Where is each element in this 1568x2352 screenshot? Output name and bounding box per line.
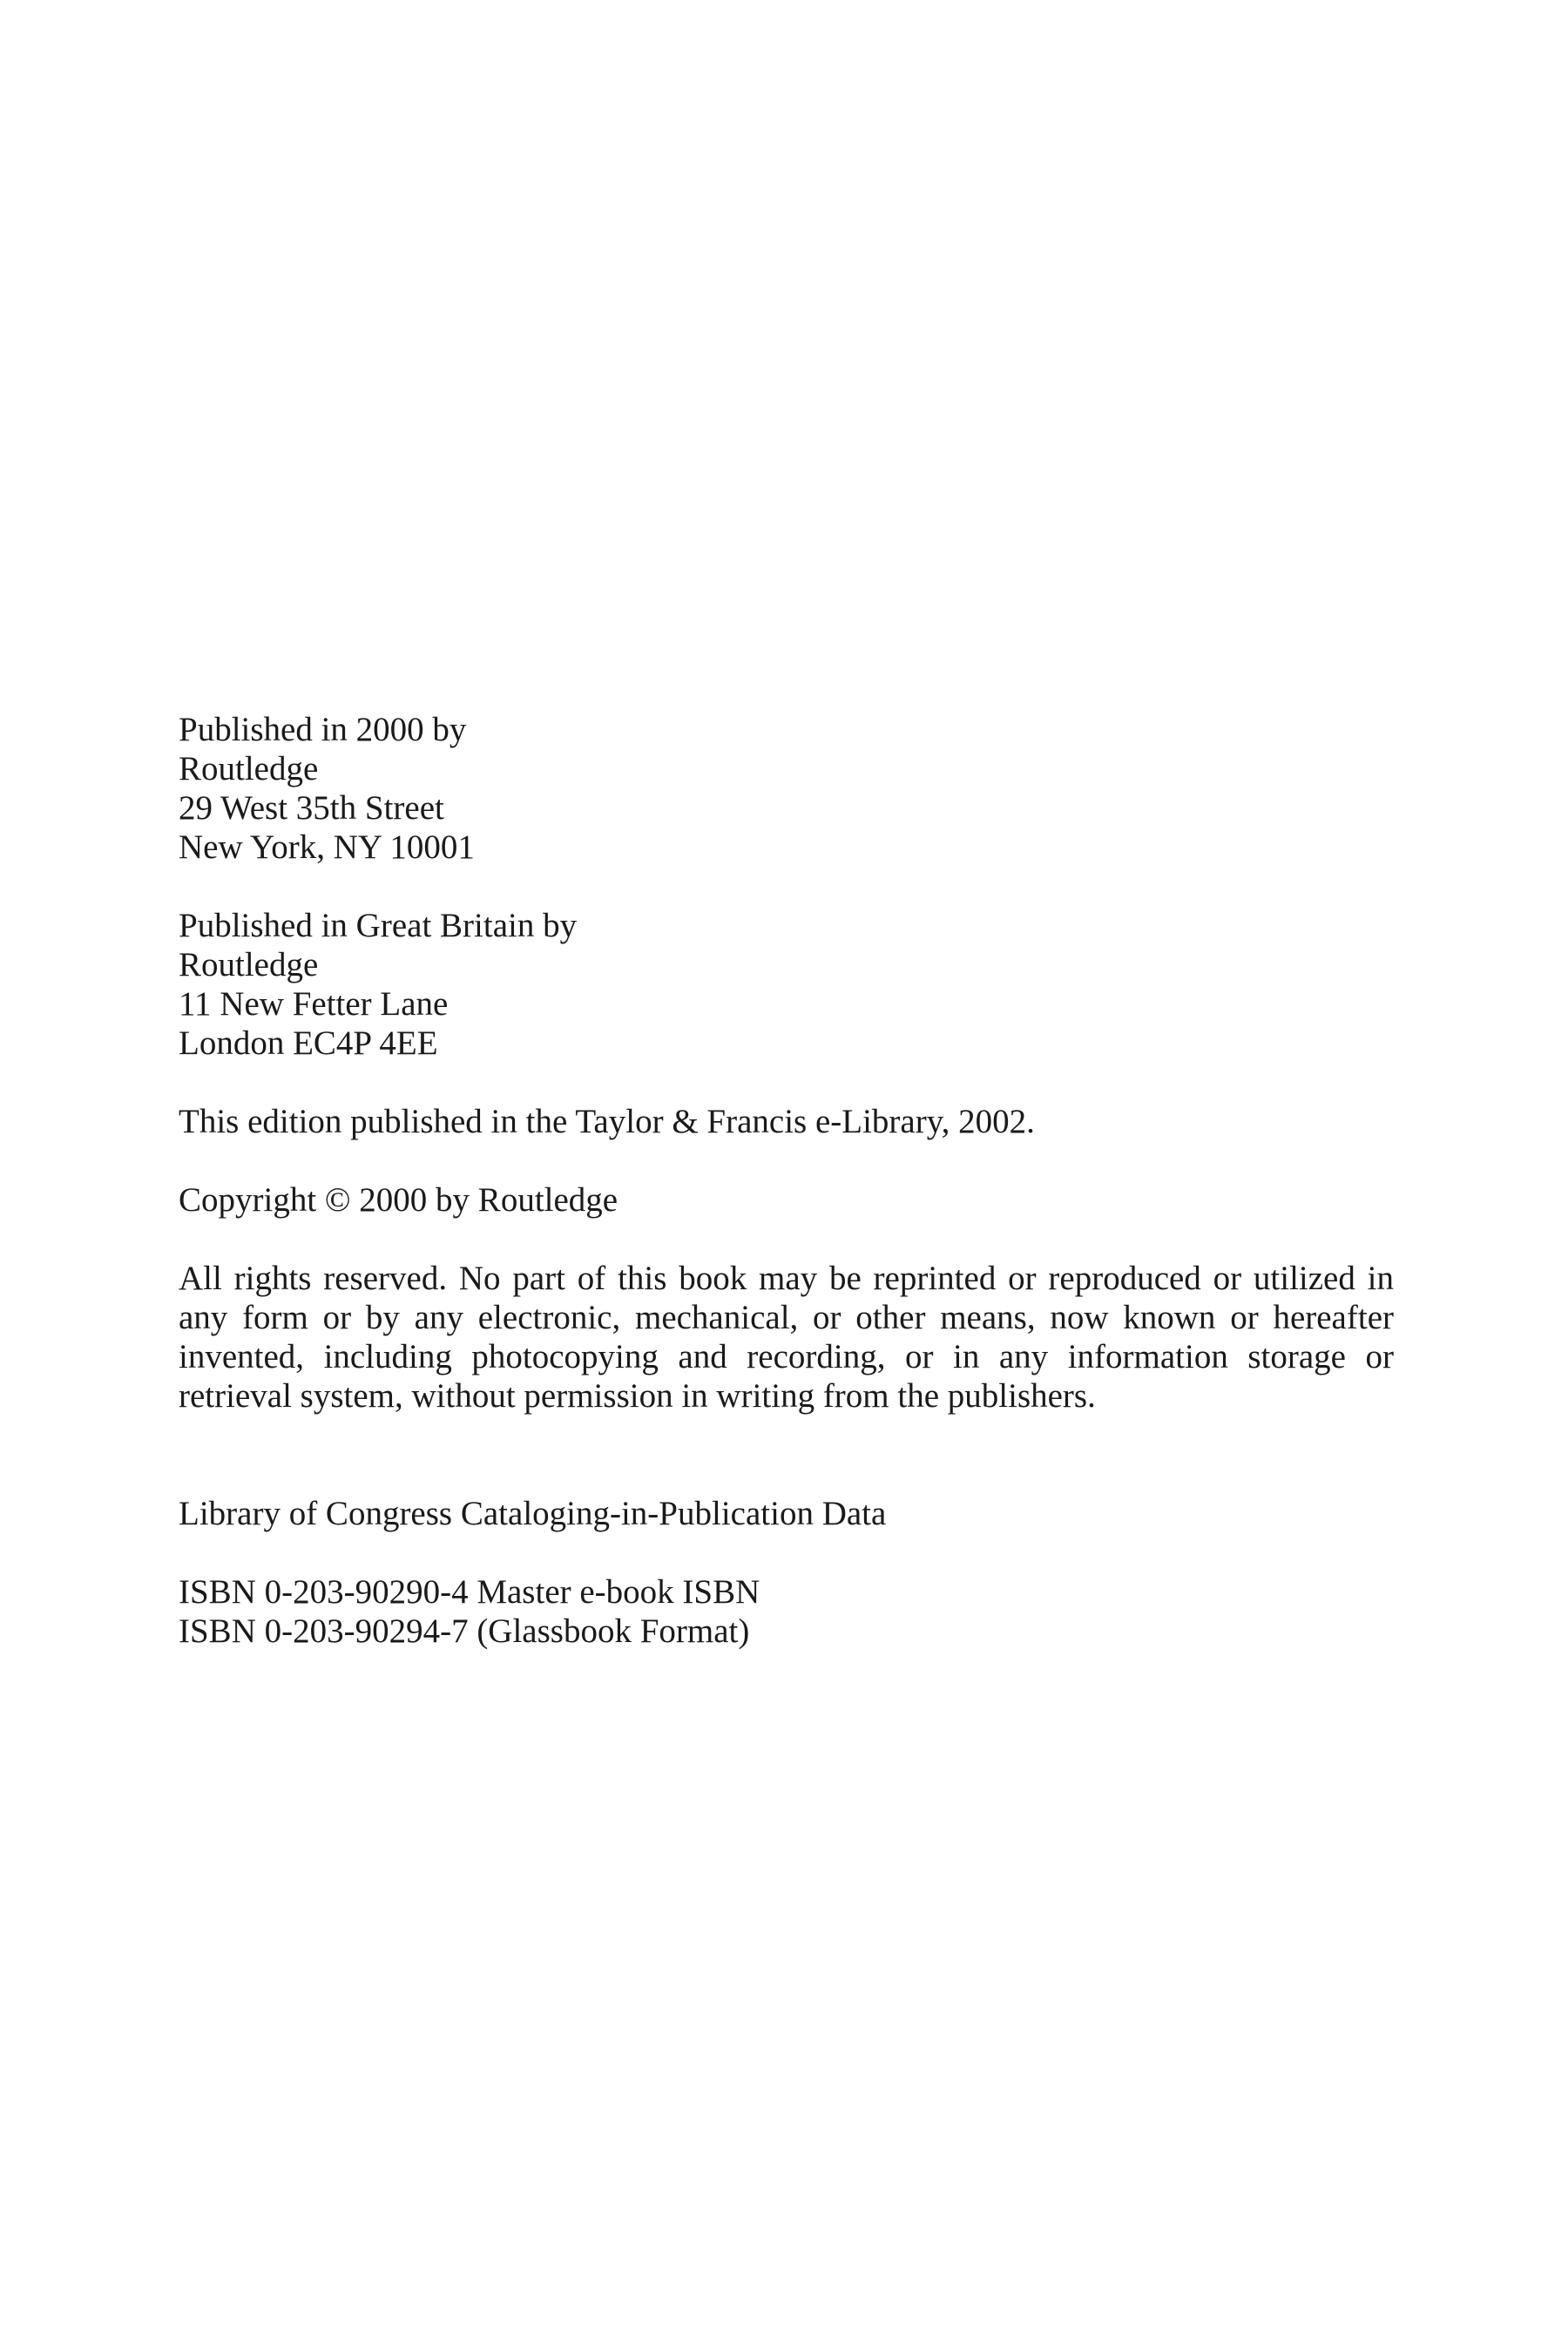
isbn-line: ISBN 0-203-90294-7 (Glassbook Format) xyxy=(179,1612,750,1650)
spacer xyxy=(179,1220,1398,1259)
isbn-list xyxy=(179,1572,1398,1651)
spacer xyxy=(179,1063,1398,1102)
cataloging-text: Library of Congress Cataloging-in-Publication Data xyxy=(179,1495,887,1532)
rights-notice-line: retrieval system, without permission in writing from the publishers. xyxy=(179,1377,1096,1415)
isbn-line: ISBN 0-203-90290-4 Master e-book ISBN xyxy=(179,1573,760,1611)
spacer xyxy=(179,867,1398,906)
copyright-notice xyxy=(179,1180,1398,1220)
rights-notice-line: All rights reserved. No part of this book may be reprinted or reproduced or utilized in xyxy=(179,1260,1394,1297)
us-imprint-line: Routledge xyxy=(179,750,319,787)
uk-imprint-line: Routledge xyxy=(179,946,319,983)
us-imprint-line: New York, NY 10001 xyxy=(179,828,475,866)
copyright-text: Copyright © 2000 by Routledge xyxy=(179,1181,618,1219)
spacer xyxy=(179,1416,1398,1494)
spacer xyxy=(179,1141,1398,1180)
spacer xyxy=(179,1533,1398,1572)
uk-imprint-line: 11 New Fetter Lane xyxy=(179,985,449,1023)
us-imprint-line: Published in 2000 by xyxy=(179,711,467,748)
edition-note xyxy=(179,1102,1398,1141)
cataloging-data xyxy=(179,1494,1398,1533)
copyright-text-block xyxy=(179,710,1398,1651)
us-imprint-line: 29 West 35th Street xyxy=(179,789,444,827)
us-imprint xyxy=(179,710,1398,867)
rights-notice-line: invented, including photocopying and recording, or in any information storage or xyxy=(179,1338,1394,1375)
rights-notice xyxy=(179,1259,1394,1416)
rights-notice-line: any form or by any electronic, mechanical, or other means, now known or hereafter xyxy=(179,1299,1394,1336)
edition-note-text: This edition published in the Taylor & Francis e-Library, 2002. xyxy=(179,1103,1035,1140)
uk-imprint xyxy=(179,906,1398,1063)
uk-imprint-line: London EC4P 4EE xyxy=(179,1024,438,1062)
uk-imprint-line: Published in Great Britain by xyxy=(179,907,578,944)
